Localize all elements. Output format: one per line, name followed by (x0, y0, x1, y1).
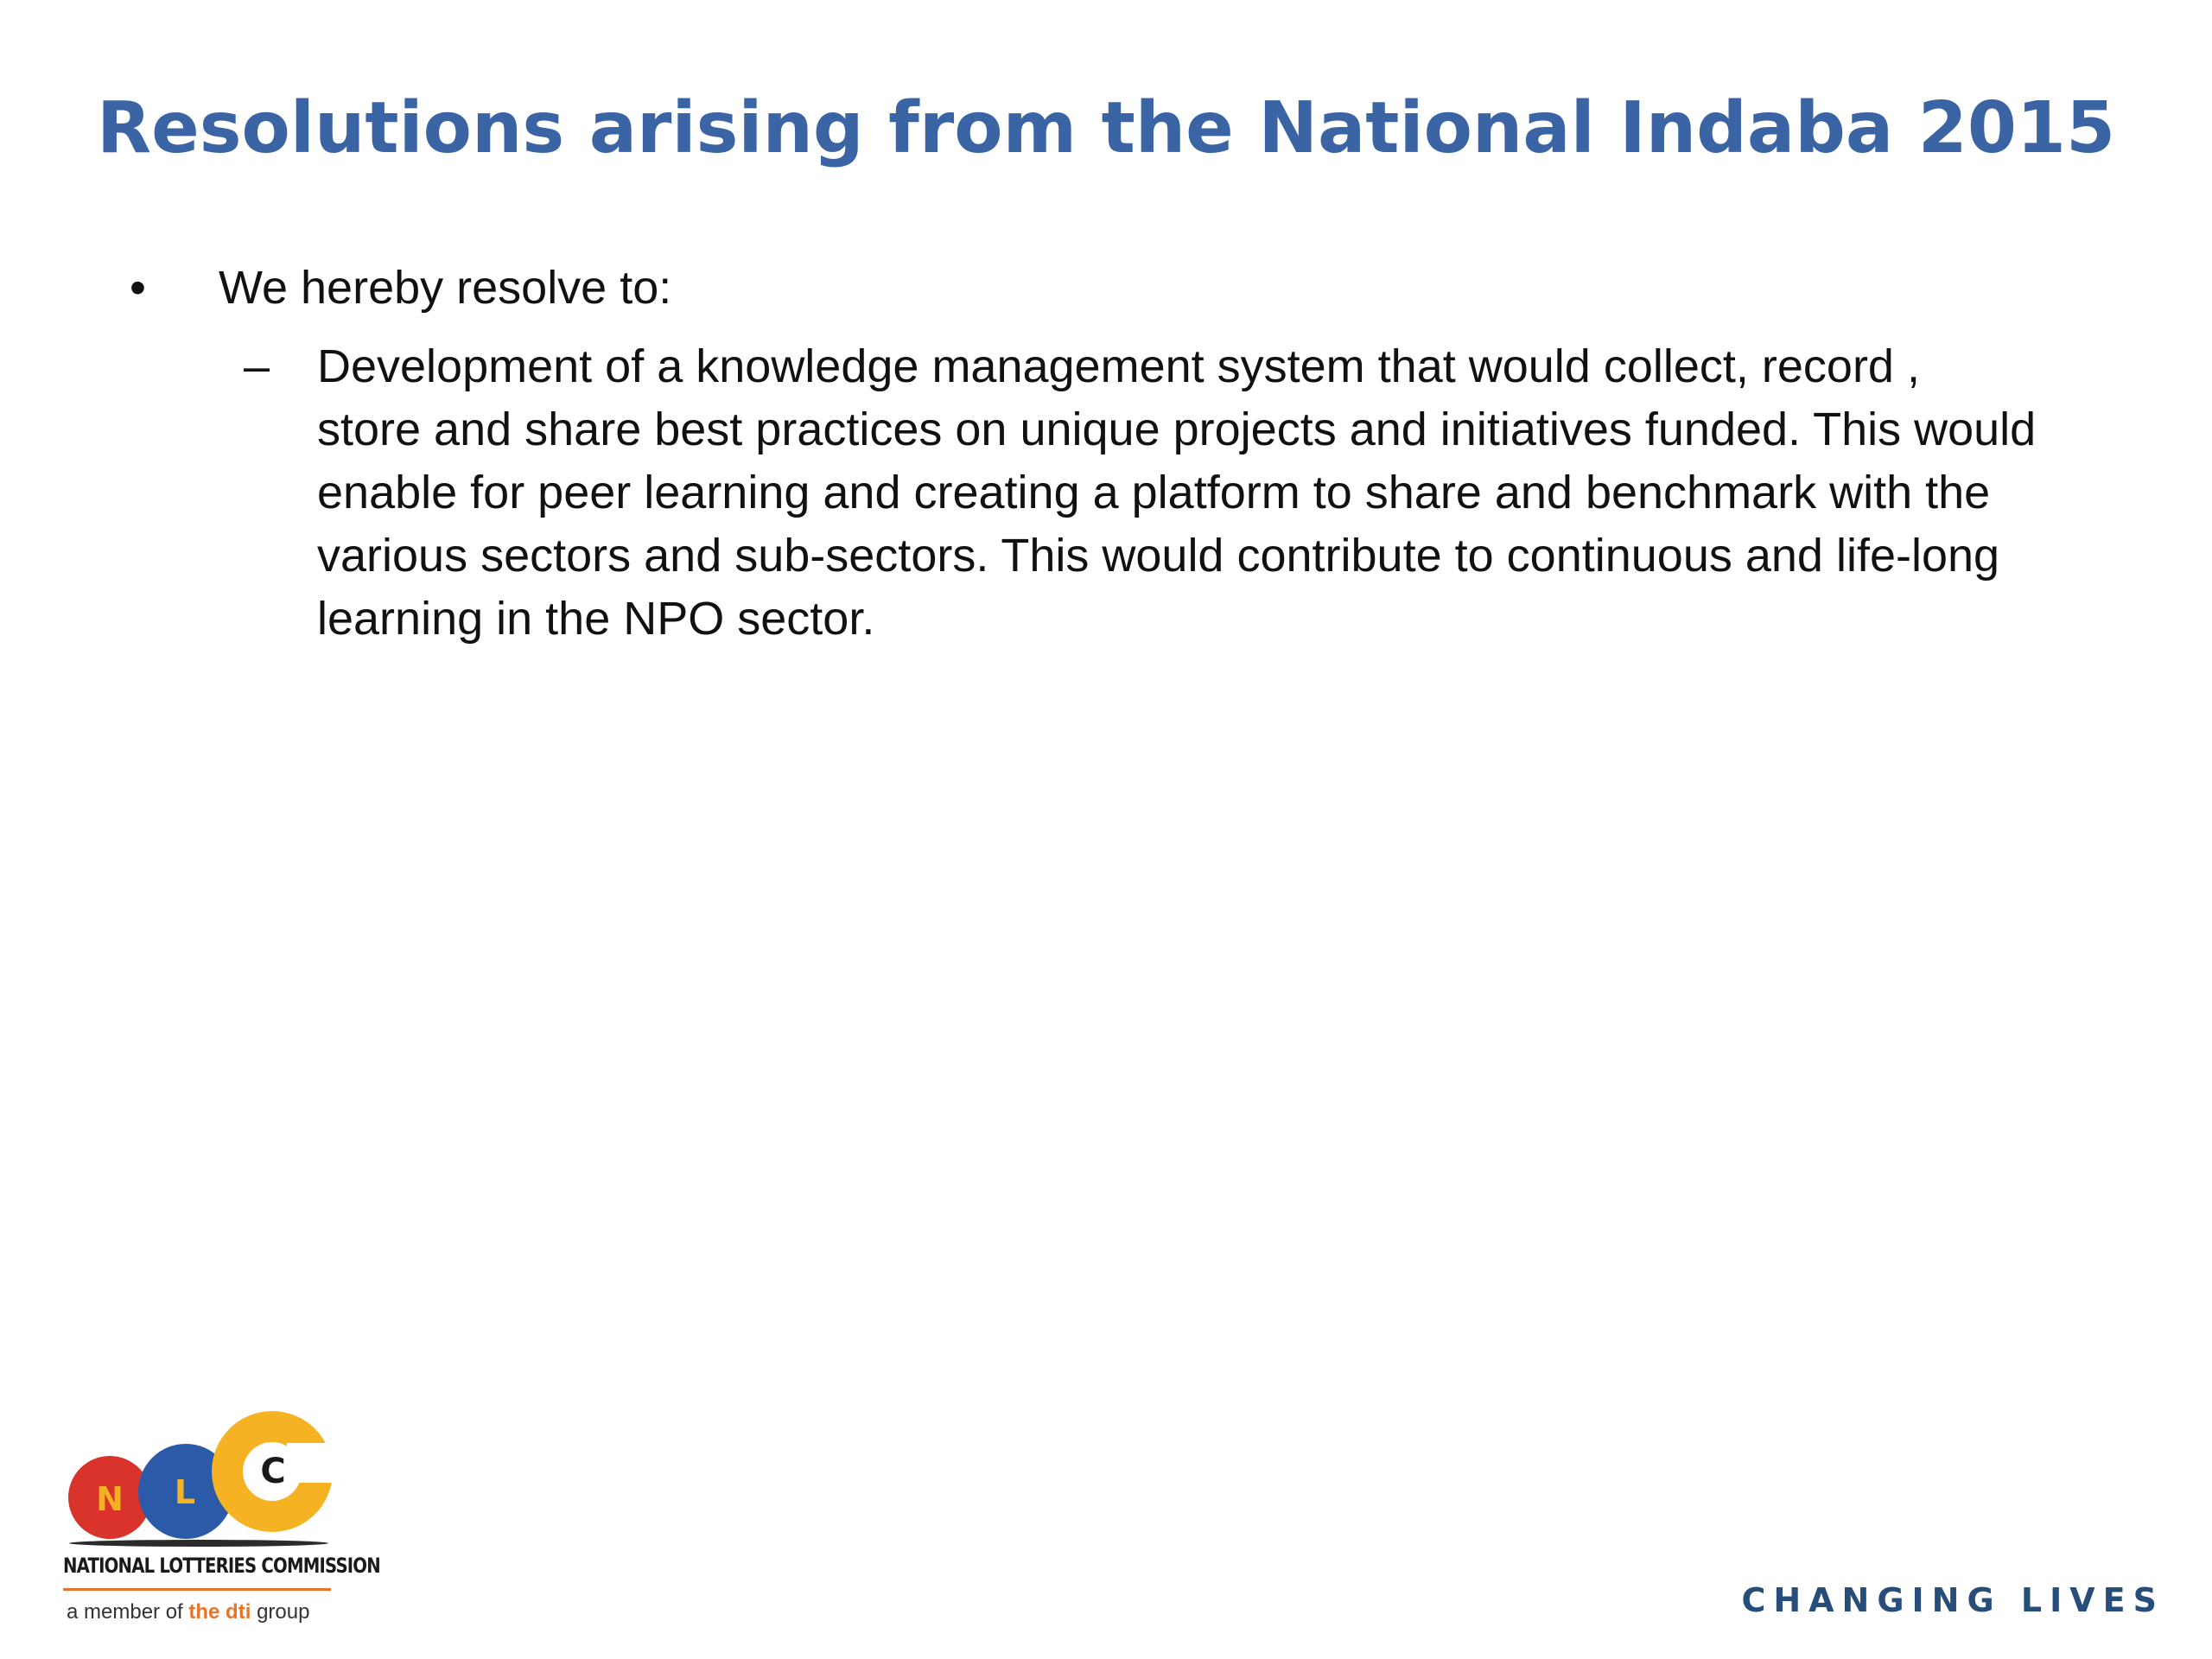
slide-title: Resolutions arising from the National Indaba 2015 (96, 87, 2116, 169)
bullet-marker: • (130, 262, 146, 314)
logo-shadow (69, 1540, 328, 1547)
sub-bullet-line: enable for peer learning and creating a platform to share and benchmark with the (317, 467, 1991, 518)
sub-bullet-line: various sectors and sub-sectors. This would contribute to continuous and life-long (317, 530, 2000, 582)
logo-c-cut (287, 1443, 339, 1483)
footer-tagline: CHANGING LIVES (1741, 1581, 2164, 1619)
sub-bullet-line: store and share best practices on unique projects and initiatives funded. This would (317, 404, 2037, 455)
nlc-logo-mark (60, 1408, 346, 1547)
logo-divider (63, 1588, 331, 1591)
sub-bullet-text (317, 335, 2166, 651)
logo-member-line (67, 1600, 309, 1624)
logo-letter-c: C (260, 1452, 286, 1491)
logo-member-brand: the dti (188, 1600, 251, 1624)
logo-member-suffix: group (257, 1600, 310, 1624)
logo-letter-n: N (96, 1480, 124, 1518)
logo-member-prefix: a member of (67, 1600, 183, 1624)
sub-bullet-line: learning in the NPO sector. (317, 593, 875, 645)
sub-bullet-line: Development of a knowledge management system that would collect, record , (317, 340, 1920, 392)
nlc-logo (60, 1408, 380, 1642)
logo-letter-l: L (174, 1473, 196, 1511)
logo-organisation-name: NATIONAL LOTTERIES COMMISSION (63, 1554, 380, 1578)
bullet-text: We hereby resolve to: (219, 262, 672, 314)
sub-bullet-marker: – (244, 340, 270, 392)
